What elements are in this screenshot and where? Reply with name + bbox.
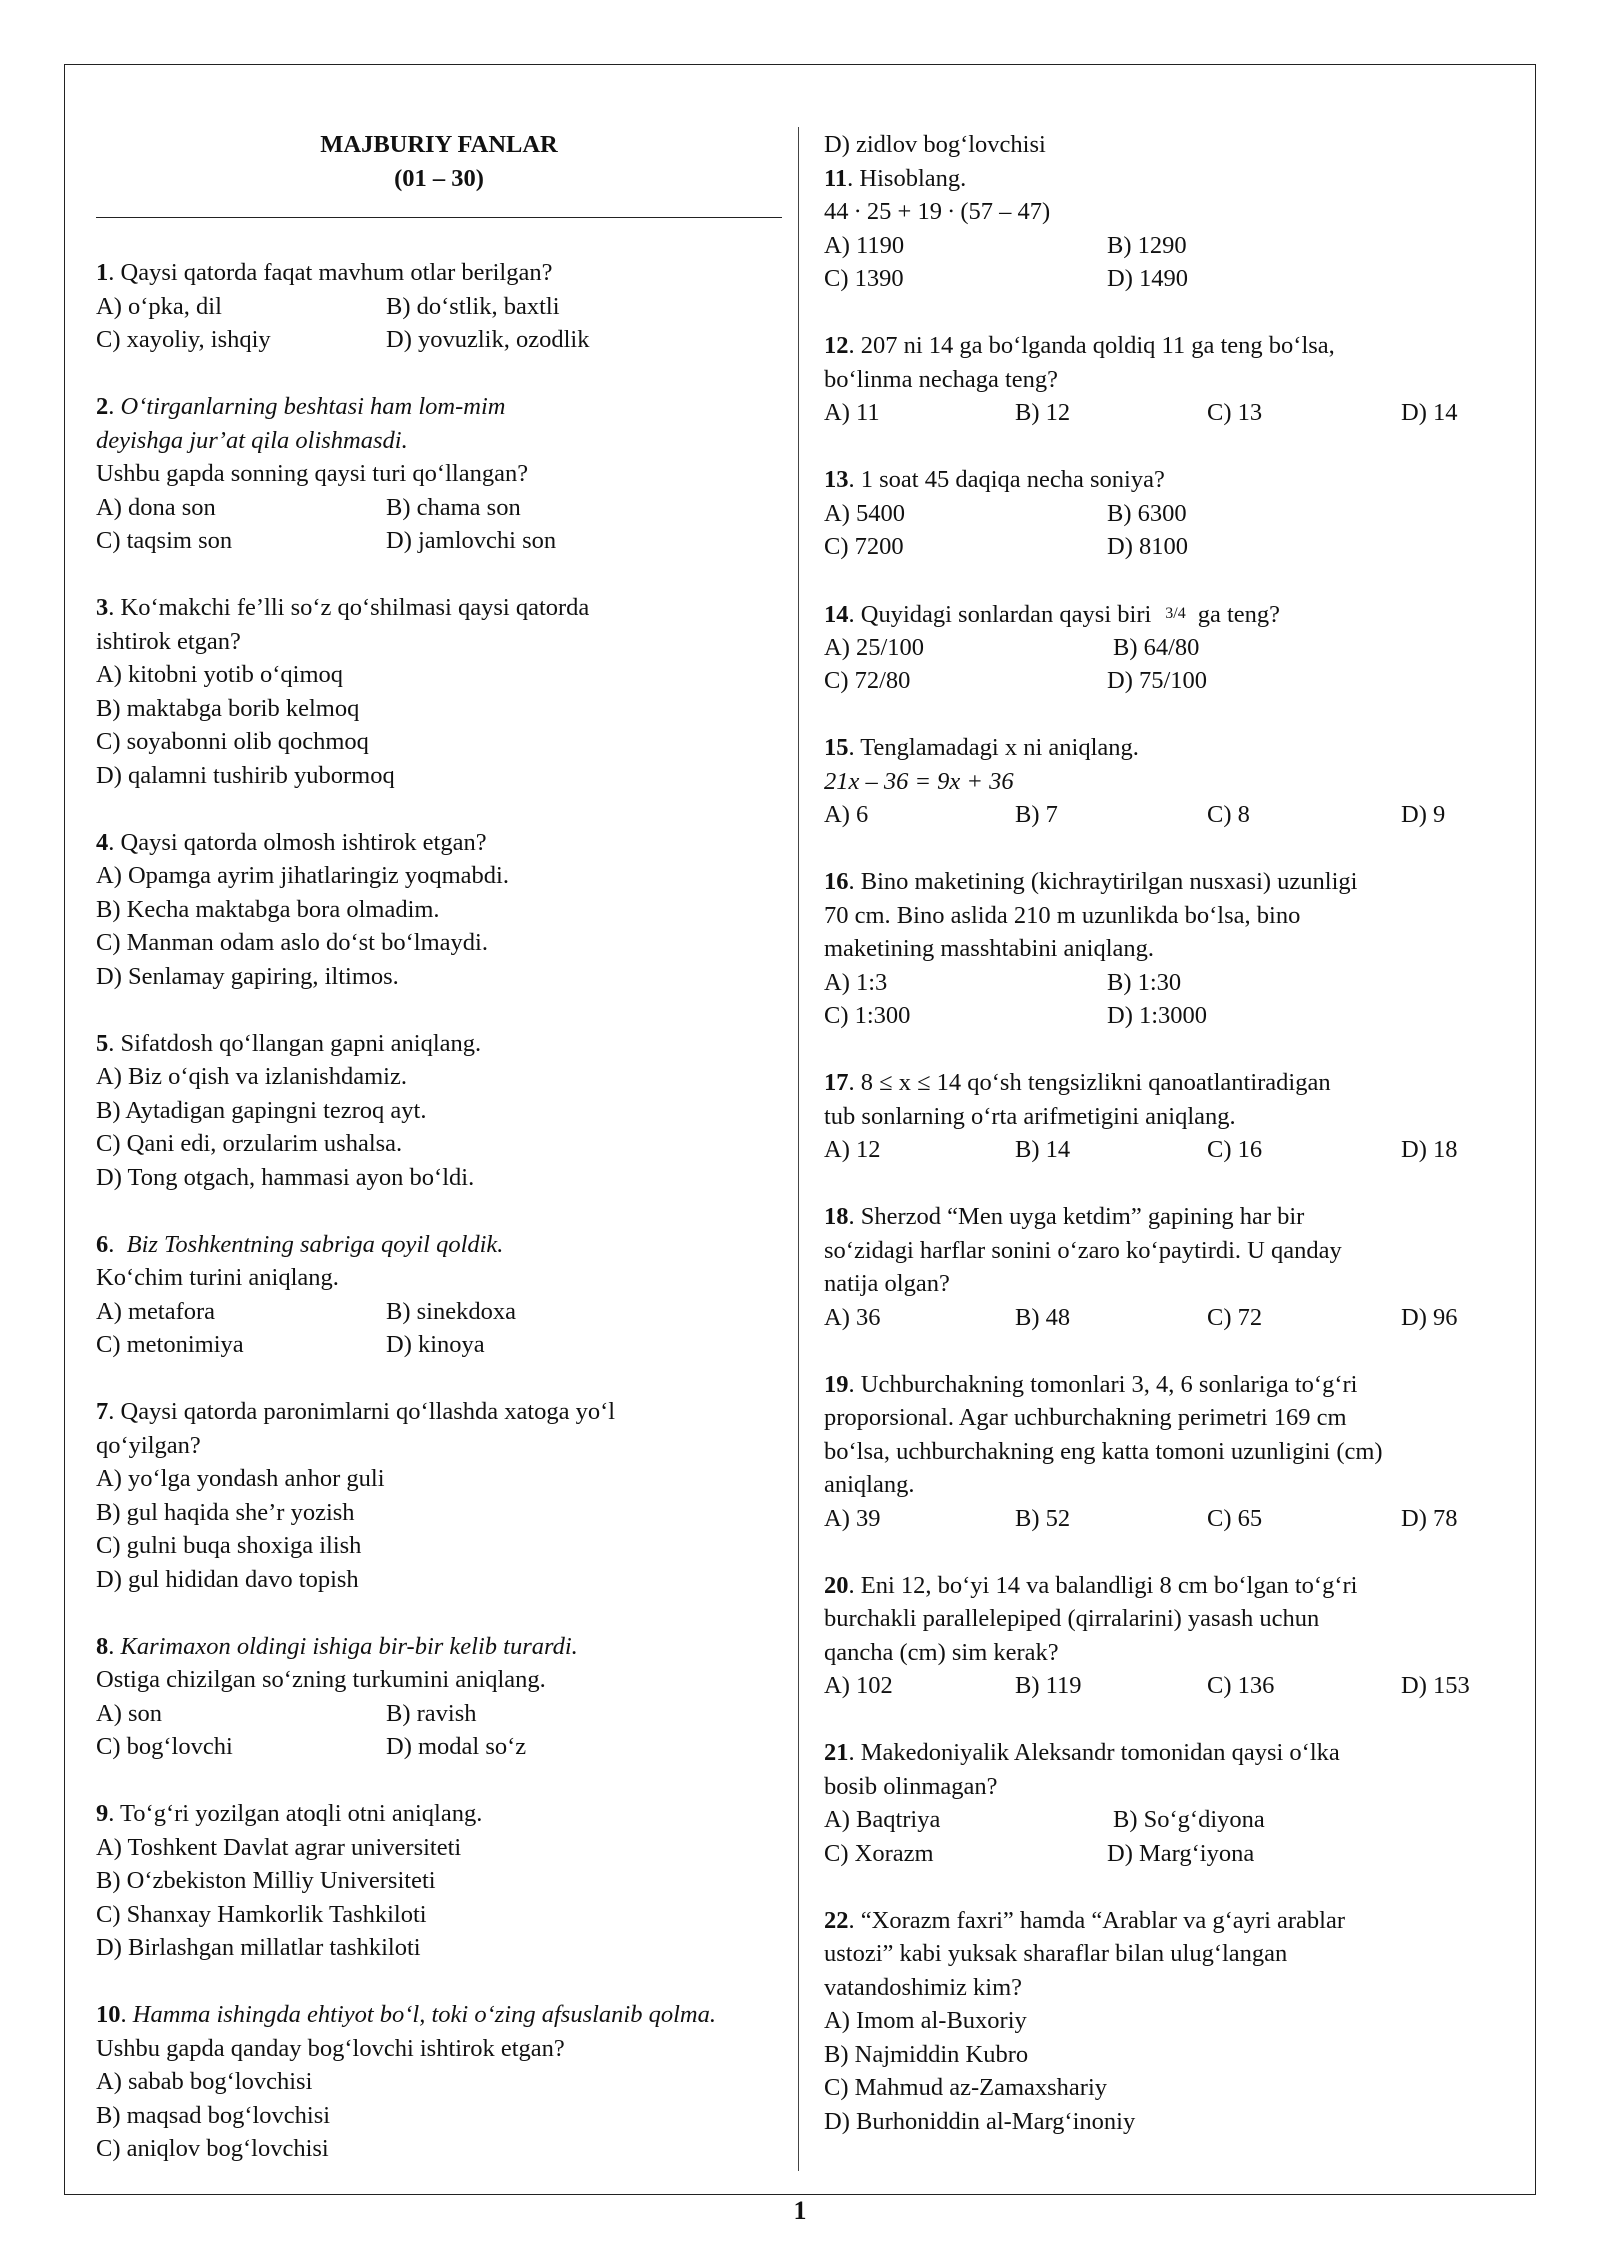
option-c[interactable]: C) Xorazm <box>824 1839 934 1867</box>
option-d[interactable]: D) jamlovchi son <box>386 527 557 554</box>
option-d[interactable]: D) 153 <box>1401 1672 1470 1699</box>
question-text: . Toʻgʻri yozilgan atoqli otni aniqlang. <box>108 1800 483 1827</box>
option-a[interactable]: A) kitobni yotib oʻqimoq <box>96 661 344 688</box>
option-a[interactable]: A) Imom al-Buxoriy <box>824 2007 1027 2034</box>
option-c[interactable]: C) Manman odam aslo doʻst boʻlmaydi. <box>96 929 488 956</box>
question-5 <box>96 1027 782 1195</box>
section-title: MAJBURIY FANLAR <box>320 131 558 158</box>
question-text: qancha (cm) sim kerak? <box>824 1638 1059 1666</box>
question-text: Ostiga chizilgan soʻzning turkumini aniqlang. <box>96 1666 546 1693</box>
column-divider <box>798 127 799 2171</box>
question-number: 20 <box>824 1571 849 1599</box>
question-number: 7 <box>96 1398 109 1425</box>
question-2: 2. Oʻtirganlarning beshtasi ham lom-mim deyishga jurʼat qila olishmasdi. Ushbu gapda sonning qaysi turi qoʻllangan? A) dona son B) chama son C) taqsim son D) jamlovchi son <box>96 390 782 558</box>
question-quote: Hamma ishingda ehtiyot boʻl, toki oʻzing afsuslanib qolma. <box>132 2001 716 2028</box>
option-b[interactable]: B) ravish <box>386 1699 477 1727</box>
question-text: aniqlang. <box>824 1471 915 1498</box>
question-text: boʻlsa, uchburchakning eng katta tomoni uzunligini (cm) <box>824 1437 1383 1465</box>
question-19 <box>824 1368 1512 1536</box>
question-number: 22 <box>824 1906 849 1934</box>
question-20 <box>824 1569 1512 1703</box>
question-text: Koʻchim turini aniqlang. <box>96 1264 339 1291</box>
question-8: 8. Karimaxon oldingi ishiga bir-bir kelib turardi. Ostiga chizilgan soʻzning turkumini aniqlang. A) son B) ravish C) bogʻlovchi D) modal soʻz <box>96 1630 782 1764</box>
question-text: . Uchburchakning tomonlari 3, 4, 6 sonlariga toʻgʻri <box>848 1370 1358 1398</box>
question-number: 19 <box>824 1370 849 1398</box>
question-text: proporsional. Agar uchburchakning perimetri 169 cm <box>824 1404 1347 1431</box>
question-quote: Biz Toshkentning sabriga qoyil qoldik. <box>126 1230 504 1258</box>
question-text: Ushbu gapda qanday bogʻlovchi ishtirok etgan? <box>96 2034 565 2062</box>
option-c[interactable]: C) 8 <box>1207 801 1250 828</box>
question-number: 14 <box>824 601 849 628</box>
question-number: 9 <box>96 1800 109 1827</box>
question-number: 12 <box>824 332 849 359</box>
option-a[interactable]: A) 36 <box>824 1303 881 1331</box>
option-b[interactable]: B) chama son <box>386 493 521 521</box>
option-b[interactable]: B) doʻstlik, baxtli <box>386 292 560 320</box>
question-text: . Eni 12, boʻyi 14 va balandligi 8 cm boʻlgan toʻgʻri <box>848 1571 1358 1599</box>
option-c[interactable]: C) 136 <box>1207 1672 1275 1699</box>
right-column <box>824 128 1512 2138</box>
question-text: . Bino maketining (kichraytirilgan nusxasi) uzunligi <box>848 868 1358 895</box>
question-4 <box>96 826 782 994</box>
option-a[interactable]: A) Opamga ayrim jihatlaringiz yoqmabdi. <box>96 862 509 889</box>
option-a[interactable]: A) 1190 <box>824 231 905 259</box>
question-number: 10 <box>96 2001 121 2028</box>
question-number: 2 <box>96 393 109 420</box>
option-d[interactable]: D) 78 <box>1401 1504 1458 1532</box>
question-text: Ushbu gapda sonning qaysi turi qoʻllangan? <box>96 460 529 487</box>
section-range: (01 – 30) <box>394 164 484 192</box>
option-a[interactable]: A) oʻpka, dil <box>96 292 222 320</box>
option-c[interactable]: C) metonimiya <box>96 1331 244 1358</box>
question-text: soʻzidagi harflar sonini oʻzaro koʻpaytirdi. U qanday <box>824 1236 1342 1264</box>
option-b[interactable]: B) 7 <box>1015 801 1058 828</box>
question-16 <box>824 865 1512 1033</box>
option-b[interactable]: B) 119 <box>1015 1672 1082 1699</box>
option-a[interactable]: A) 39 <box>824 1504 881 1532</box>
question-number: 11 <box>824 164 848 192</box>
option-b[interactable]: B) Najmiddin Kubro <box>824 2040 1029 2068</box>
question-15 <box>824 731 1512 832</box>
question-text: . 8 ≤ x ≤ 14 qoʻsh tengsizlikni qanoatlantiradigan <box>848 1069 1331 1096</box>
option-d[interactable]: D) kinoya <box>386 1331 485 1358</box>
option-a[interactable]: A) sabab bogʻlovchisi <box>96 2068 313 2095</box>
option-a[interactable]: A) Biz oʻqish va izlanishdamiz. <box>96 1063 407 1090</box>
option-c[interactable]: C) taqsim son <box>96 527 233 554</box>
question-text: . Qaysi qatorda olmosh ishtirok etgan? <box>108 828 487 856</box>
option-d[interactable]: D) modal soʻz <box>386 1733 527 1760</box>
question-text: . Qaysi qatorda paronimlarni qoʻllashda xatoga yoʻl <box>108 1398 616 1425</box>
question-text: . Makedoniyalik Aleksandr tomonidan qaysi oʻlka <box>848 1739 1340 1766</box>
question-3 <box>96 591 782 792</box>
equation: 21x – 36 = 9x + 36 <box>824 767 1014 795</box>
question-quote: deyishga jurʼat qila olishmasdi. <box>96 426 408 454</box>
question-number: 5 <box>96 1029 109 1057</box>
option-d[interactable]: D) 8100 <box>1107 533 1188 560</box>
option-b[interactable]: B) Aytadigan gapingni tezroq ayt. <box>96 1096 427 1124</box>
question-text: tub sonlarning oʻrta arifmetigini aniqlang. <box>824 1102 1236 1130</box>
option-d[interactable]: D) Burhoniddin al-Margʻinoniy <box>824 2107 1136 2135</box>
option-b[interactable]: B) 48 <box>1015 1303 1071 1331</box>
option-d[interactable]: D) zidlov bogʻlovchisi <box>824 131 1046 158</box>
question-quote: Karimaxon oldingi ishiga bir-bir kelib turardi. <box>120 1632 578 1660</box>
question-number: 16 <box>824 868 849 895</box>
option-c[interactable]: C) Shanxay Hamkorlik Tashkiloti <box>96 1900 427 1928</box>
question-text: qoʻyilgan? <box>96 1431 201 1459</box>
question-quote: Oʻtirganlarning beshtasi ham lom-mim <box>120 393 506 420</box>
question-text: . Koʻmakchi feʼlli soʻz qoʻshilmasi qaysi qatorda <box>108 594 590 621</box>
option-d[interactable]: D) Tong otgach, hammasi ayon boʻldi. <box>96 1163 475 1191</box>
option-d[interactable]: D) Margʻiyona <box>1107 1839 1255 1867</box>
question-12 <box>824 329 1512 430</box>
option-d[interactable]: D) 18 <box>1401 1136 1458 1163</box>
question-text: natija olgan? <box>824 1270 950 1297</box>
question-text: boʻlinma nechaga teng? <box>824 365 1059 393</box>
question-7 <box>96 1395 782 1596</box>
option-c[interactable]: C) Qani edi, orzularim ushalsa. <box>96 1130 403 1157</box>
question-22 <box>824 1904 1512 2139</box>
option-a[interactable]: A) Baqtriya <box>824 1806 941 1833</box>
question-text: . Sherzod “Men uyga ketdim” gapining har bir <box>848 1203 1305 1230</box>
question-text: . 207 ni 14 ga boʻlganda qoldiq 11 ga teng boʻlsa, <box>848 332 1335 359</box>
question-11 <box>824 162 1512 296</box>
option-b[interactable]: B) Oʻzbekiston Milliy Universiteti <box>96 1867 436 1894</box>
fraction: 3/4 <box>1165 605 1186 622</box>
option-d[interactable]: D) 96 <box>1401 1303 1458 1331</box>
option-d[interactable]: D) gul hididan davo topish <box>96 1565 359 1593</box>
option-b[interactable]: B) 52 <box>1015 1504 1071 1532</box>
option-d[interactable]: D) 1:3000 <box>1107 1002 1208 1029</box>
option-a[interactable]: A) 25/100 <box>824 633 925 661</box>
question-text: . Sifatdosh qoʻllangan gapni aniqlang. <box>108 1029 482 1057</box>
question-text: . Tenglamadagi x ni aniqlang. <box>848 734 1139 761</box>
question-text: . “Xorazm faxri” hamda “Arablar va gʻayri arablar <box>848 1906 1346 1934</box>
question-number: 6 <box>96 1230 109 1258</box>
option-b[interactable]: B) 1290 <box>1107 231 1187 259</box>
option-b[interactable]: B) maktabga borib kelmoq <box>96 694 360 722</box>
left-column <box>96 128 782 2166</box>
question-text: burchakli parallelepiped (qirralarini) yasash uchun <box>824 1605 1320 1632</box>
option-a[interactable]: A) 5400 <box>824 499 905 527</box>
option-a[interactable]: A) dona son <box>96 493 216 521</box>
question-18 <box>824 1200 1512 1334</box>
question-number: 8 <box>96 1632 109 1660</box>
question-14 <box>824 597 1512 698</box>
option-c[interactable]: C) 16 <box>1207 1136 1263 1163</box>
option-d[interactable]: D) 9 <box>1401 801 1446 828</box>
option-c[interactable]: C) 7200 <box>824 533 904 560</box>
option-a[interactable]: A) Toshkent Davlat agrar universiteti <box>96 1833 462 1861</box>
option-c[interactable]: C) 72 <box>1207 1303 1263 1331</box>
question-number: 15 <box>824 734 849 761</box>
question-text: vatandoshimiz kim? <box>824 1973 1022 2001</box>
option-c[interactable]: C) bogʻlovchi <box>96 1733 233 1760</box>
option-b[interactable]: B) 1:30 <box>1107 968 1182 996</box>
question-number: 21 <box>824 1739 849 1766</box>
option-a[interactable]: A) 6 <box>824 801 869 828</box>
option-c[interactable]: C) 1:300 <box>824 1002 911 1029</box>
option-a[interactable]: A) 102 <box>824 1672 893 1699</box>
option-b[interactable]: B) 14 <box>1015 1136 1071 1163</box>
option-c[interactable]: C) 72/80 <box>824 667 911 694</box>
question-number: 17 <box>824 1069 849 1096</box>
option-c[interactable]: C) gulni buqa shoxiga ilish <box>96 1532 362 1559</box>
question-1 <box>96 256 782 357</box>
question-text: . Qaysi qatorda faqat mavhum otlar berilgan? <box>108 259 553 286</box>
option-c[interactable]: C) xayoliy, ishqiy <box>96 326 271 353</box>
option-b[interactable]: B) sinekdoxa <box>386 1297 516 1325</box>
question-text: 70 cm. Bino aslida 210 m uzunlikda boʻlsa, bino <box>824 901 1301 929</box>
question-text-tail: ga teng? <box>1197 601 1281 628</box>
option-d[interactable]: D) 1490 <box>1107 265 1188 292</box>
question-number: 18 <box>824 1203 849 1230</box>
option-d[interactable]: D) Birlashgan millatlar tashkiloti <box>96 1934 421 1961</box>
option-d[interactable]: D) Senlamay gapiring, iltimos. <box>96 962 399 990</box>
option-b[interactable]: B) 64/80 <box>1113 633 1200 661</box>
option-b[interactable]: B) Kecha maktabga bora olmadim. <box>96 895 440 923</box>
question-6: 6. Biz Toshkentning sabriga qoyil qoldik. Koʻchim turini aniqlang. A) metafora B) sinekdoxa C) metonimiya D) kinoya <box>96 1228 782 1362</box>
option-a[interactable]: A) yoʻlga yondash anhor guli <box>96 1465 385 1492</box>
question-text: . Hisoblang. <box>847 164 967 192</box>
question-number: 3 <box>96 594 109 621</box>
question-21 <box>824 1736 1512 1870</box>
question-number: 1 <box>96 259 109 286</box>
question-text: ustozi” kabi yuksak sharaflar bilan ulugʻlangan <box>824 1940 1288 1967</box>
option-c[interactable]: C) 13 <box>1207 399 1263 426</box>
option-c[interactable]: C) soyabonni olib qochmoq <box>96 728 369 755</box>
question-text: ishtirok etgan? <box>96 627 241 655</box>
option-c[interactable]: C) 65 <box>1207 1504 1263 1532</box>
section-header <box>96 128 782 195</box>
question-text: maketining masshtabini aniqlang. <box>824 935 1155 962</box>
option-c[interactable]: C) Mahmud az-Zamaxshariy <box>824 2074 1108 2101</box>
question-10: 10. Hamma ishingda ehtiyot boʻl, toki oʻzing afsuslanib qolma. Ushbu gapda qanday bogʻlovchi ishtirok etgan? A) sabab bogʻlovchisi B) maqsad bogʻlovchisi C) aniqlov bogʻlovchisi <box>96 1998 782 2166</box>
option-b[interactable]: B) 6300 <box>1107 499 1187 527</box>
option-d[interactable]: D) yovuzlik, ozodlik <box>386 326 590 353</box>
question-text: . Quyidagi sonlardan qaysi biri <box>848 601 1152 628</box>
page-number: 1 <box>793 2196 807 2225</box>
option-b[interactable]: B) 12 <box>1015 399 1071 426</box>
option-b[interactable]: B) Soʻgʻdiyona <box>1113 1806 1265 1833</box>
question-number: 4 <box>96 828 109 856</box>
question-text: bosib olinmagan? <box>824 1772 998 1800</box>
question-13 <box>824 463 1512 564</box>
question-9 <box>96 1797 782 1965</box>
option-b[interactable]: B) maqsad bogʻlovchisi <box>96 2101 331 2129</box>
question-text: . 1 soat 45 daqiqa necha soniya? <box>848 466 1165 493</box>
option-a[interactable]: A) son <box>96 1699 163 1727</box>
option-a[interactable]: A) metafora <box>96 1297 216 1325</box>
option-c[interactable]: C) 1390 <box>824 265 904 292</box>
math-expression: 44 ∙ 25 + 19 ∙ (57 – 47) <box>824 198 1051 225</box>
option-a[interactable]: A) 1:3 <box>824 968 888 996</box>
option-d[interactable]: D) qalamni tushirib yubormoq <box>96 761 395 789</box>
option-d[interactable]: D) 14 <box>1401 399 1458 426</box>
option-a[interactable]: A) 12 <box>824 1136 881 1163</box>
option-a[interactable]: A) 11 <box>824 399 880 426</box>
option-b[interactable]: B) gul haqida sheʼr yozish <box>96 1498 355 1526</box>
option-c[interactable]: C) aniqlov bogʻlovchisi <box>96 2135 329 2162</box>
option-d[interactable]: D) 75/100 <box>1107 667 1208 694</box>
question-17 <box>824 1066 1512 1167</box>
question-number: 13 <box>824 466 849 493</box>
